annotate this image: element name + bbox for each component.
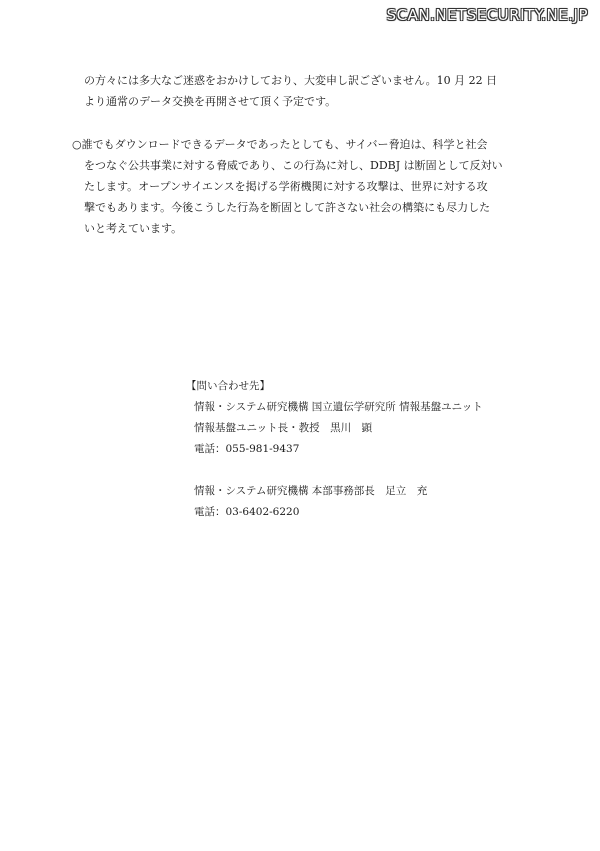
spacer — [186, 460, 483, 481]
contact-person: 情報基盤ユニット長・教授 黒川 顕 — [194, 422, 373, 434]
contact-org: 情報・システム研究機構 国立遺伝学研究所 情報基盤ユニット — [194, 401, 483, 413]
paragraph-line: いと考えています。 — [84, 222, 183, 235]
site-watermark: SCAN.NETSECURITY.NE.JP — [386, 6, 588, 24]
paragraph-statement — [72, 134, 548, 239]
contact-phone: 電話：03-6402-6220 — [194, 506, 300, 518]
paragraph-line: の方々には多大なご迷惑をおかけしており、大変申し訳ございません。10 月 22 日 — [84, 74, 498, 87]
paragraph-line: をつなぐ公共事業に対する脅威であり、この行為に対し、DDBJ は断固として反対い — [84, 159, 503, 172]
paragraph-apology — [84, 70, 544, 112]
contact-person: 情報・システム研究機構 本部事務部長 足立 充 — [194, 485, 428, 497]
paragraph-line: ○誰でもダウンロードできるデータであったとしても、サイバー脅迫は、科学と社会 — [72, 138, 488, 151]
contact-phone: 電話：055-981-9437 — [194, 443, 300, 455]
contact-section — [186, 376, 483, 523]
paragraph-line: 撃でもあります。今後こうした行為を断固として許さない社会の構築にも尽力した — [84, 201, 491, 214]
contact-heading: 【問い合わせ先】 — [186, 380, 270, 392]
paragraph-line: たします。オープンサイエンスを掲げる学術機関に対する攻撃は、世界に対する攻 — [84, 180, 488, 193]
paragraph-line: より通常のデータ交換を再開させて頂く予定です。 — [84, 95, 337, 108]
